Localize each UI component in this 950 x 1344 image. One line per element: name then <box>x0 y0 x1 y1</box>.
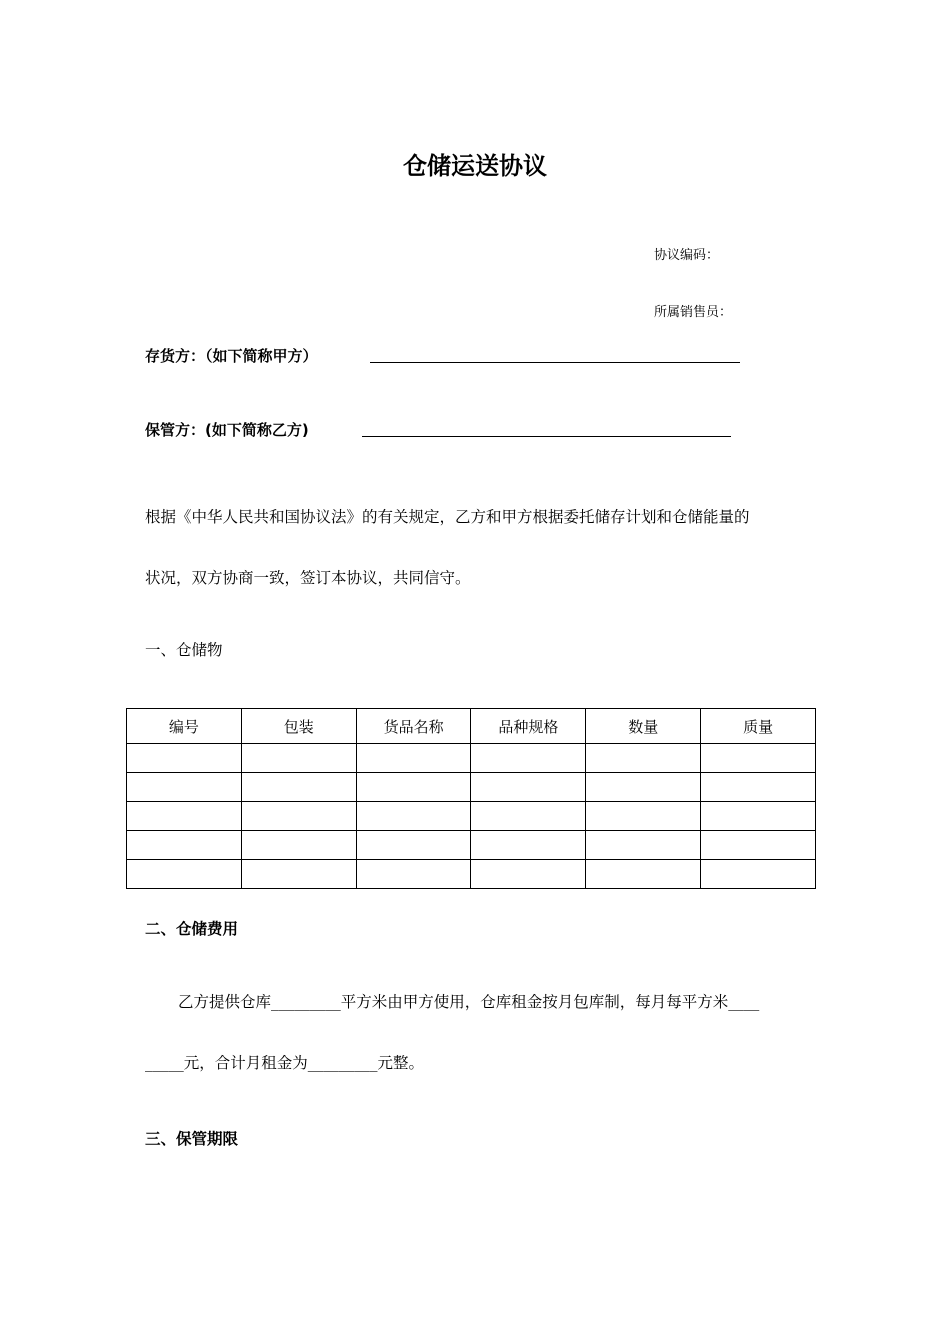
table-cell <box>701 802 816 831</box>
party-a-blank-line <box>370 345 740 363</box>
section3-heading: 三、保管期限 <box>145 1130 239 1148</box>
party-a-label: 存货方：（如下简称甲方） <box>145 347 318 365</box>
table-cell <box>241 831 356 860</box>
table-cell <box>471 860 586 889</box>
table-cell <box>586 831 701 860</box>
table-header-cell: 品种规格 <box>471 709 586 744</box>
table-header-cell: 编号 <box>127 709 242 744</box>
table-cell <box>241 744 356 773</box>
table-header-cell: 数量 <box>586 709 701 744</box>
table-cell <box>127 860 242 889</box>
table-header-cell: 包装 <box>241 709 356 744</box>
table-cell <box>701 860 816 889</box>
section1-heading: 一、仓储物 <box>145 641 223 659</box>
document-title: 仓储运送协议 <box>403 152 547 180</box>
table-cell <box>127 802 242 831</box>
table-cell <box>127 773 242 802</box>
party-b-blank-line <box>362 419 731 437</box>
salesperson-label: 所属销售员： <box>654 305 733 320</box>
table-row <box>127 744 816 773</box>
table-header-row <box>127 709 816 744</box>
table-cell <box>471 831 586 860</box>
table-cell <box>586 773 701 802</box>
goods-table <box>126 708 816 889</box>
table-cell <box>701 744 816 773</box>
table-cell <box>471 744 586 773</box>
party-b-label: 保管方：(如下简称乙方) <box>145 421 309 439</box>
table-cell <box>701 831 816 860</box>
table-cell <box>356 802 471 831</box>
intro-paragraph-line2: 状况，双方协商一致，签订本协议，共同信守。 <box>145 569 471 587</box>
table-row <box>127 773 816 802</box>
table-cell <box>586 860 701 889</box>
intro-paragraph-line1: 根据《中华人民共和国协议法》的有关规定，乙方和甲方根据委托储存计划和仓储能量的 <box>145 508 750 526</box>
table-cell <box>471 773 586 802</box>
section2-heading: 二、仓储费用 <box>145 920 239 938</box>
table-cell <box>701 773 816 802</box>
table-cell <box>241 860 356 889</box>
table-cell <box>241 802 356 831</box>
fee-paragraph-line1: 乙方提供仓库_________平方米由甲方使用，仓库租金按月包库制，每月每平方米____ <box>178 993 760 1011</box>
table-header-cell: 货品名称 <box>356 709 471 744</box>
fee-paragraph-line2: _____元，合计月租金为_________元整。 <box>145 1054 425 1072</box>
table-cell <box>586 744 701 773</box>
table-cell <box>356 773 471 802</box>
table-header-cell: 质量 <box>701 709 816 744</box>
table-cell <box>127 744 242 773</box>
table-cell <box>471 802 586 831</box>
table-row <box>127 802 816 831</box>
table-cell <box>127 831 242 860</box>
table-row <box>127 831 816 860</box>
table-row <box>127 860 816 889</box>
table-cell <box>241 773 356 802</box>
table-cell <box>586 802 701 831</box>
agreement-number-label: 协议编码： <box>654 248 720 263</box>
table-cell <box>356 860 471 889</box>
table-cell <box>356 744 471 773</box>
table-cell <box>356 831 471 860</box>
